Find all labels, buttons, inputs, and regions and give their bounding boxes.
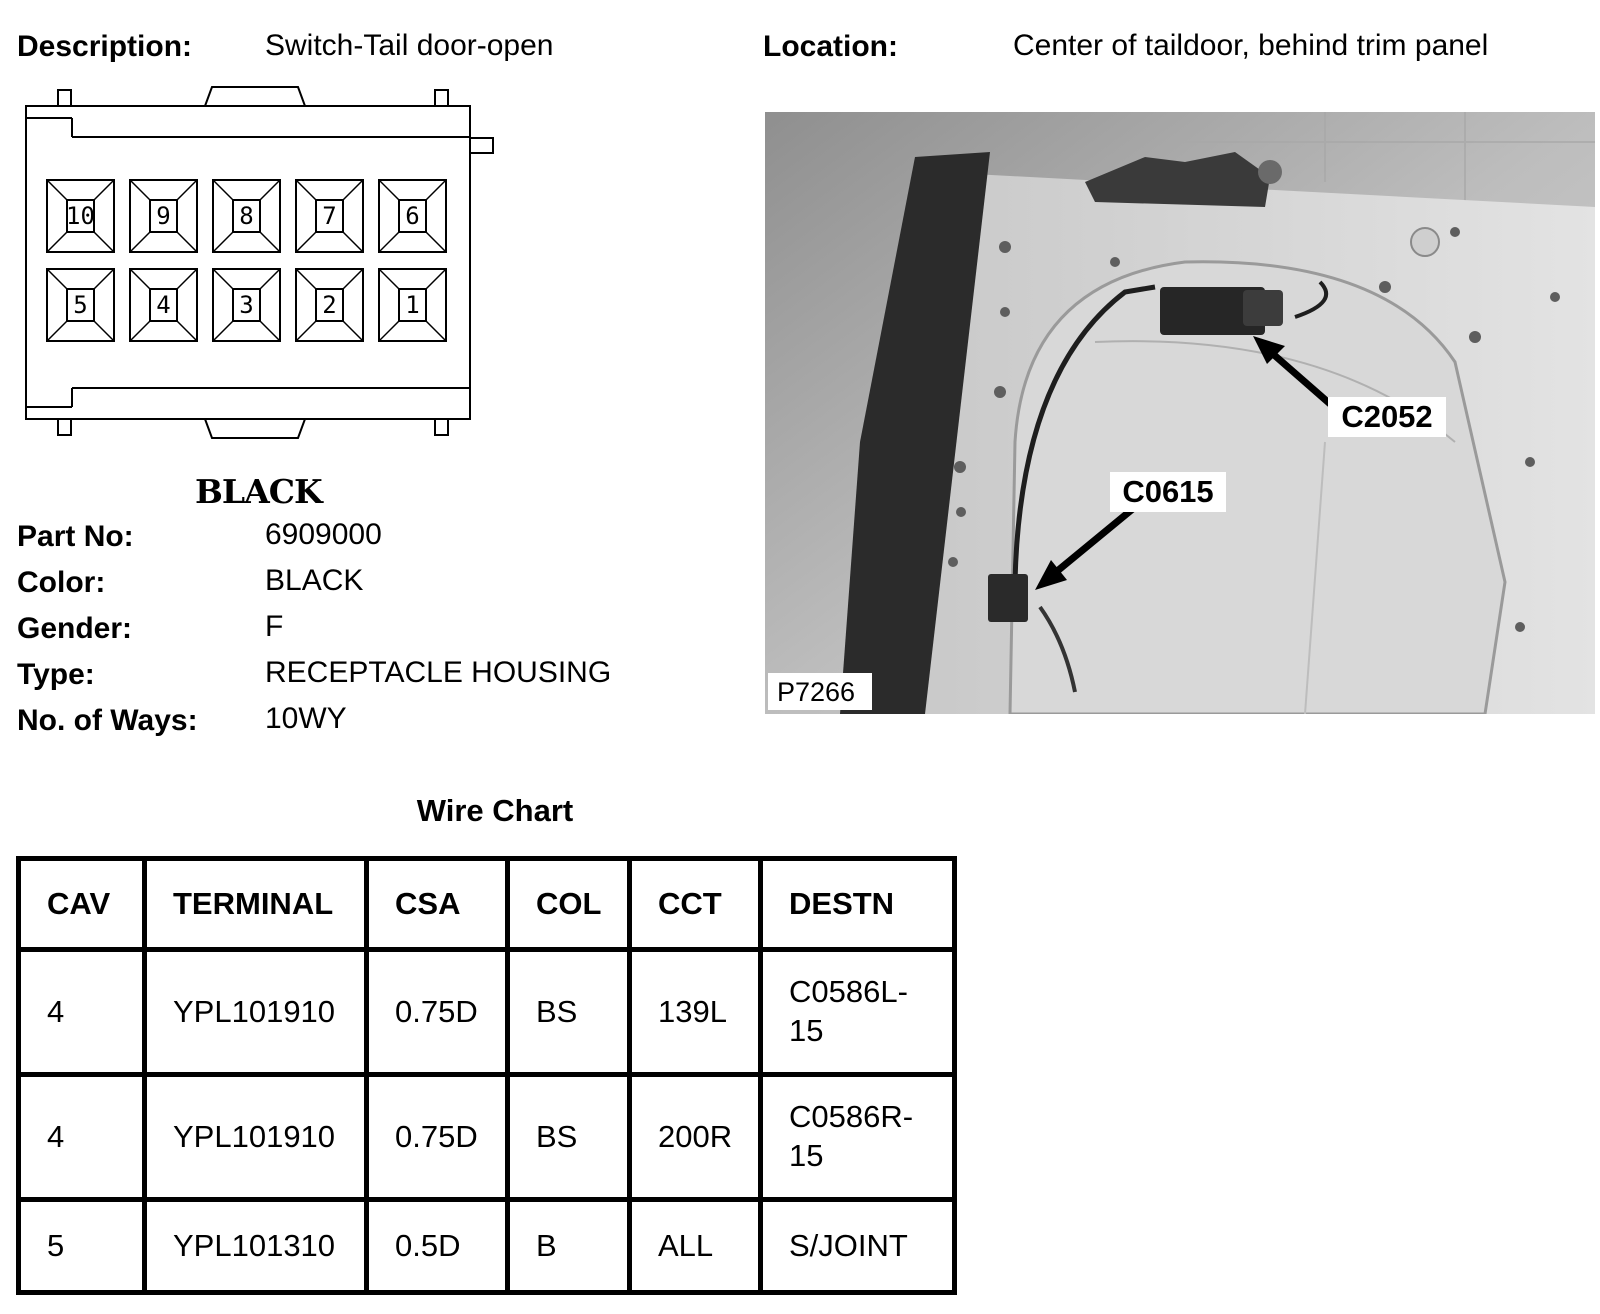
- column-header-csa: CSA: [367, 859, 508, 950]
- cell-csa: 0.75D: [367, 1075, 508, 1200]
- pin-number: 5: [73, 291, 88, 319]
- pin-cavity: [213, 180, 280, 252]
- cell-csa: 0.75D: [367, 950, 508, 1075]
- connector-c0615-body: [988, 574, 1028, 622]
- cell-destn: [761, 1075, 955, 1200]
- cell-cct: 139L: [630, 950, 761, 1075]
- polarizing-key: [470, 138, 493, 153]
- pin-number: 6: [405, 202, 420, 230]
- table-row: [19, 1075, 955, 1200]
- latch-ramp-bottom: [205, 419, 305, 438]
- pin-cavity: [296, 180, 363, 252]
- column-header-terminal: TERMINAL: [145, 859, 367, 950]
- cell-terminal: YPL101310: [145, 1200, 367, 1293]
- cell-cav: 5: [19, 1200, 145, 1293]
- destn-line-2: 15: [789, 1138, 824, 1173]
- cell-col: BS: [508, 950, 630, 1075]
- type-value: RECEPTACLE HOUSING: [265, 656, 612, 689]
- connector-color-caption: BLACK: [195, 472, 322, 511]
- gender-value: F: [265, 610, 284, 643]
- column-header-col: COL: [508, 859, 630, 950]
- pin-cavity: [47, 180, 114, 252]
- column-header-destn: DESTN: [761, 859, 955, 950]
- description-value: Switch-Tail door-open: [265, 29, 554, 62]
- cell-destn: [761, 1200, 955, 1293]
- cell-terminal: YPL101910: [145, 1075, 367, 1200]
- part-no-value: 6909000: [265, 518, 382, 551]
- destn-line-1: S/JOINT: [789, 1227, 908, 1263]
- latch-tab-bottom-left: [58, 419, 71, 435]
- housing-outline: [26, 106, 470, 419]
- pin-cavity: [130, 269, 197, 341]
- column-header-cav: CAV: [19, 859, 145, 950]
- pin-number: 8: [239, 202, 254, 230]
- location-photo: [765, 112, 1595, 714]
- column-header-cct: CCT: [630, 859, 761, 950]
- cell-cct: 200R: [630, 1075, 761, 1200]
- latch-tab-top-right: [435, 90, 448, 106]
- pin-number: 4: [156, 291, 171, 319]
- description-label: Description:: [17, 30, 193, 63]
- pin-number: 10: [66, 202, 95, 230]
- cell-cav: 4: [19, 950, 145, 1075]
- cell-csa: 0.5D: [367, 1200, 508, 1293]
- pin-cavity: [47, 269, 114, 341]
- cell-destn: [761, 950, 955, 1075]
- table-header-row: [19, 859, 955, 950]
- cell-cct: ALL: [630, 1200, 761, 1293]
- wire-chart-table: [16, 856, 957, 1295]
- destn-line-1: C0586R-: [789, 1099, 914, 1135]
- cell-terminal: YPL101910: [145, 950, 367, 1075]
- photo-id: P7266: [777, 677, 856, 707]
- pin-cavity: [379, 269, 446, 341]
- wire-chart-title: Wire Chart: [416, 793, 574, 828]
- part-no-label: Part No:: [17, 520, 134, 553]
- callout-c0615: C0615: [1122, 474, 1214, 509]
- pin-cavity: [296, 269, 363, 341]
- latch-tab-bottom-right: [435, 419, 448, 435]
- pin-number: 7: [322, 202, 337, 230]
- location-value: Center of taildoor, behind trim panel: [1013, 29, 1489, 62]
- pin-cavity: [213, 269, 280, 341]
- gender-label: Gender:: [17, 612, 133, 645]
- callout-c2052: C2052: [1341, 399, 1433, 434]
- no-of-ways-value: 10WY: [265, 702, 347, 735]
- pin-number: 1: [405, 291, 420, 319]
- latch-ramp-top: [205, 87, 305, 106]
- latch-tab-top-left: [58, 90, 71, 106]
- table-row: [19, 1200, 955, 1293]
- pin-number: 3: [239, 291, 254, 319]
- pin-cavity: [130, 180, 197, 252]
- color-label: Color:: [17, 566, 106, 599]
- color-value: BLACK: [265, 564, 364, 597]
- pin-number: 9: [156, 202, 171, 230]
- cell-cav: 4: [19, 1075, 145, 1200]
- no-of-ways-label: No. of Ways:: [17, 704, 198, 737]
- table-row: [19, 950, 955, 1075]
- pin-cavity: [379, 180, 446, 252]
- connector-face-diagram: [20, 85, 510, 445]
- cell-col: BS: [508, 1075, 630, 1200]
- pin-number: 2: [322, 291, 337, 319]
- pin-grid: [47, 180, 446, 341]
- type-label: Type:: [17, 658, 95, 691]
- location-label: Location:: [763, 30, 898, 63]
- cell-col: B: [508, 1200, 630, 1293]
- destn-line-1: C0586L-: [789, 974, 908, 1010]
- destn-line-2: 15: [789, 1013, 824, 1048]
